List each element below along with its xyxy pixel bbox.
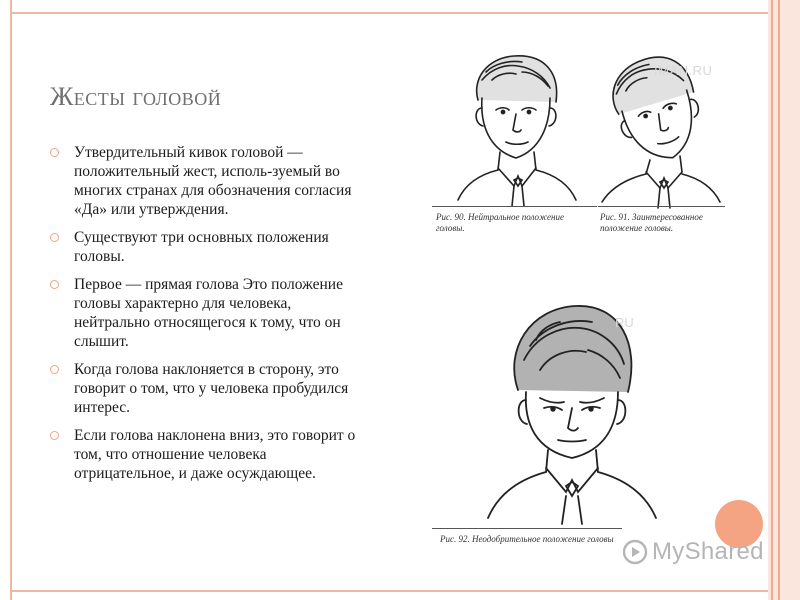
bullet-circle-icon [50, 431, 59, 440]
bullet-item [50, 228, 365, 266]
slide-title: Жесты головой [50, 82, 222, 111]
bullet-list [50, 143, 365, 492]
figure-90-divider [432, 206, 597, 207]
figure-92-divider [432, 528, 622, 529]
slide-border-bottom [12, 590, 768, 600]
figure-92-lowered-head [480, 300, 665, 525]
figure-91-divider [598, 206, 725, 207]
slide-border-top [12, 0, 768, 14]
bullet-text: Первое — прямая голова Это положение головы характерно для человека, нейтрально относящегося к тому, что он слышит. [74, 276, 343, 350]
figure-90-neutral-head [452, 50, 582, 210]
bullet-item [50, 426, 365, 483]
bullet-circle-icon [50, 148, 59, 157]
bullet-text: Если голова наклонена вниз, это говорит о том, что отношение человека отрицательное, и даже осуждающее. [74, 427, 356, 482]
bullet-item [50, 143, 365, 219]
slide-border-left [0, 0, 12, 600]
bullet-circle-icon [50, 365, 59, 374]
bullet-item [50, 360, 365, 417]
bullet-text: Когда голова наклоняется в сторону, это говорит о том, что у человека пробудился интерес. [74, 361, 349, 416]
myshared-logo-text: MyShared [652, 538, 764, 565]
watermark: RU [615, 315, 634, 330]
bullet-text: Утвердительный кивок головой — положительный жест, исполь-зуемый во многих странах для обозначения согласия «Да» или утверждения. [74, 144, 352, 218]
figure-90-caption: Рис. 90. Нейтральное положение головы. [436, 212, 565, 233]
figure-92-caption: Рис. 92. Неодобрительное положение головы [440, 534, 614, 544]
figure-91-caption: Рис. 91. Заинтересованное положение головы. [600, 212, 703, 233]
slide-border-right-line [771, 0, 773, 600]
watermark: IMAN.RU [654, 63, 713, 78]
bullet-item [50, 275, 365, 351]
bullet-text: Существуют три основных положения головы. [74, 229, 329, 265]
myshared-logo-icon [622, 539, 648, 565]
bullet-circle-icon [50, 233, 59, 242]
slide-border-right-line [778, 0, 780, 600]
myshared-logo [622, 538, 764, 566]
bullet-circle-icon [50, 280, 59, 289]
